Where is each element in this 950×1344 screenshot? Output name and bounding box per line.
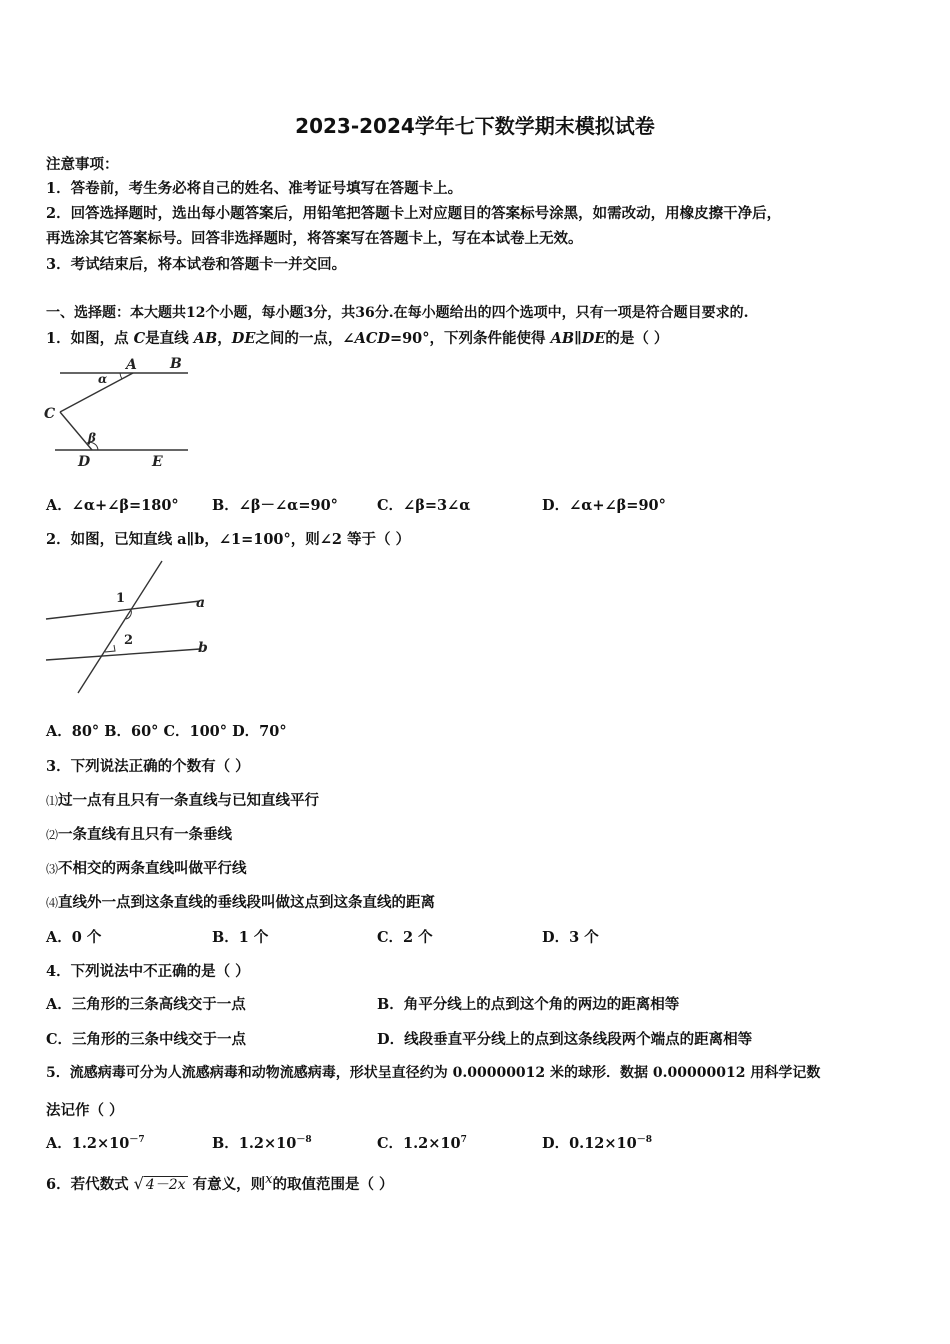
question-1-stem: 1．如图，点 C是直线 AB，DE之间的一点，∠ACD=90°，下列条件能使得 AB∥DE的是（ ） bbox=[46, 330, 669, 347]
question-1-option-c[interactable]: C．∠β=3∠α bbox=[377, 497, 471, 514]
figure-1-label-alpha: α bbox=[98, 372, 108, 386]
figure-1-label-a: A bbox=[126, 357, 137, 373]
figure-1-label-b: B bbox=[170, 356, 182, 372]
question-1-option-a[interactable]: A．∠α+∠β=180° bbox=[46, 497, 179, 514]
notes-heading: 注意事项： bbox=[46, 156, 119, 173]
question-5-stem-cont: 法记作（ ） bbox=[46, 1102, 124, 1119]
question-5-option-c[interactable]: C．$1.2\times 10^7$ bbox=[377, 1135, 467, 1152]
question-3-item-4: ⑷直线外一点到这条直线的垂线段叫做这点到这条直线的距离 bbox=[46, 894, 436, 911]
question-3-item-1: ⑴过一点有且只有一条直线与已知直线平行 bbox=[46, 792, 320, 809]
page-title: 2023-2024学年七下数学期末模拟试卷 bbox=[295, 114, 655, 138]
question-2-stem: 2．如图，已知直线 a∥b，∠1=100°，则∠2 等于（ ） bbox=[46, 531, 411, 548]
question-1-option-d[interactable]: D．∠α+∠β=90° bbox=[542, 497, 666, 514]
question-4-option-c[interactable]: C．三角形的三条中线交于一点 bbox=[46, 1031, 247, 1048]
figure-2-label-a: a bbox=[196, 595, 206, 611]
figure-1-label-e: E bbox=[152, 454, 163, 470]
question-3-stem: 3．下列说法正确的个数有（ ） bbox=[46, 758, 250, 775]
question-5-option-d[interactable]: D．$0.12\times 10^{-8}$ bbox=[542, 1135, 652, 1152]
figure-2-label-1: 1 bbox=[116, 591, 126, 606]
section-heading: 一、选择题：本大题共12个小题，每小题3分，共36分.在每小题给出的四个选项中，只有一项是符合题目要求的. bbox=[46, 305, 749, 321]
question-5-option-a[interactable]: A．$1.2\times 10^{-7}$ bbox=[46, 1135, 145, 1152]
figure-1-label-d: D bbox=[78, 454, 91, 470]
question-4-option-a[interactable]: A．三角形的三条高线交于一点 bbox=[46, 996, 246, 1013]
figure-1-label-c: C bbox=[44, 406, 56, 422]
sqrt-expression: √ 4－2x bbox=[133, 1174, 186, 1193]
question-3-option-c[interactable]: C．2 个 bbox=[377, 929, 433, 946]
figure-1 bbox=[40, 350, 200, 475]
question-4-option-b[interactable]: B．角平分线上的点到这个角的两边的距离相等 bbox=[377, 996, 680, 1013]
question-1-option-b[interactable]: B．∠β－∠α=90° bbox=[212, 497, 338, 514]
figure-2-label-b: b bbox=[198, 640, 208, 656]
question-3-item-3: ⑶不相交的两条直线叫做平行线 bbox=[46, 860, 247, 877]
figure-2-label-2: 2 bbox=[124, 633, 134, 648]
note-2-cont: 再选涂其它答案标号。回答非选择题时，将答案写在答题卡上，写在本试卷上无效。 bbox=[46, 230, 583, 247]
figure-1-label-beta: β bbox=[88, 431, 96, 445]
note-2: 2．回答选择题时，选出每小题答案后，用铅笔把答题卡上对应题目的答案标号涂黑，如需改动，用橡皮擦干净后， bbox=[46, 205, 782, 222]
question-6-stem: 6．若代数式 √ 4－2x 有意义，则x的取值范围是（ ） bbox=[46, 1172, 394, 1193]
note-1: 1．答卷前，考生务必将自己的姓名、准考证号填写在答题卡上。 bbox=[46, 180, 463, 197]
question-4-stem: 4．下列说法中不正确的是（ ） bbox=[46, 963, 250, 980]
question-3-option-a[interactable]: A．0 个 bbox=[46, 929, 102, 946]
note-3: 3．考试结束后，将本试卷和答题卡一并交回。 bbox=[46, 256, 347, 273]
question-5-option-b[interactable]: B．$1.2\times 10^{-8}$ bbox=[212, 1135, 312, 1152]
question-3-option-d[interactable]: D．3 个 bbox=[542, 929, 599, 946]
question-5-stem: 5．流感病毒可分为人流感病毒和动物流感病毒，形状呈直径约为 0.00000012 米的球形．数据 0.00000012 用科学记数 bbox=[46, 1065, 821, 1081]
question-4-option-d[interactable]: D．线段垂直平分线上的点到这条线段两个端点的距离相等 bbox=[377, 1031, 753, 1048]
question-3-option-b[interactable]: B．1 个 bbox=[212, 929, 269, 946]
question-2-options[interactable]: A．80° B．60° C．100° D．70° bbox=[46, 723, 287, 740]
figure-2 bbox=[40, 553, 215, 698]
question-3-item-2: ⑵一条直线有且只有一条垂线 bbox=[46, 826, 233, 843]
